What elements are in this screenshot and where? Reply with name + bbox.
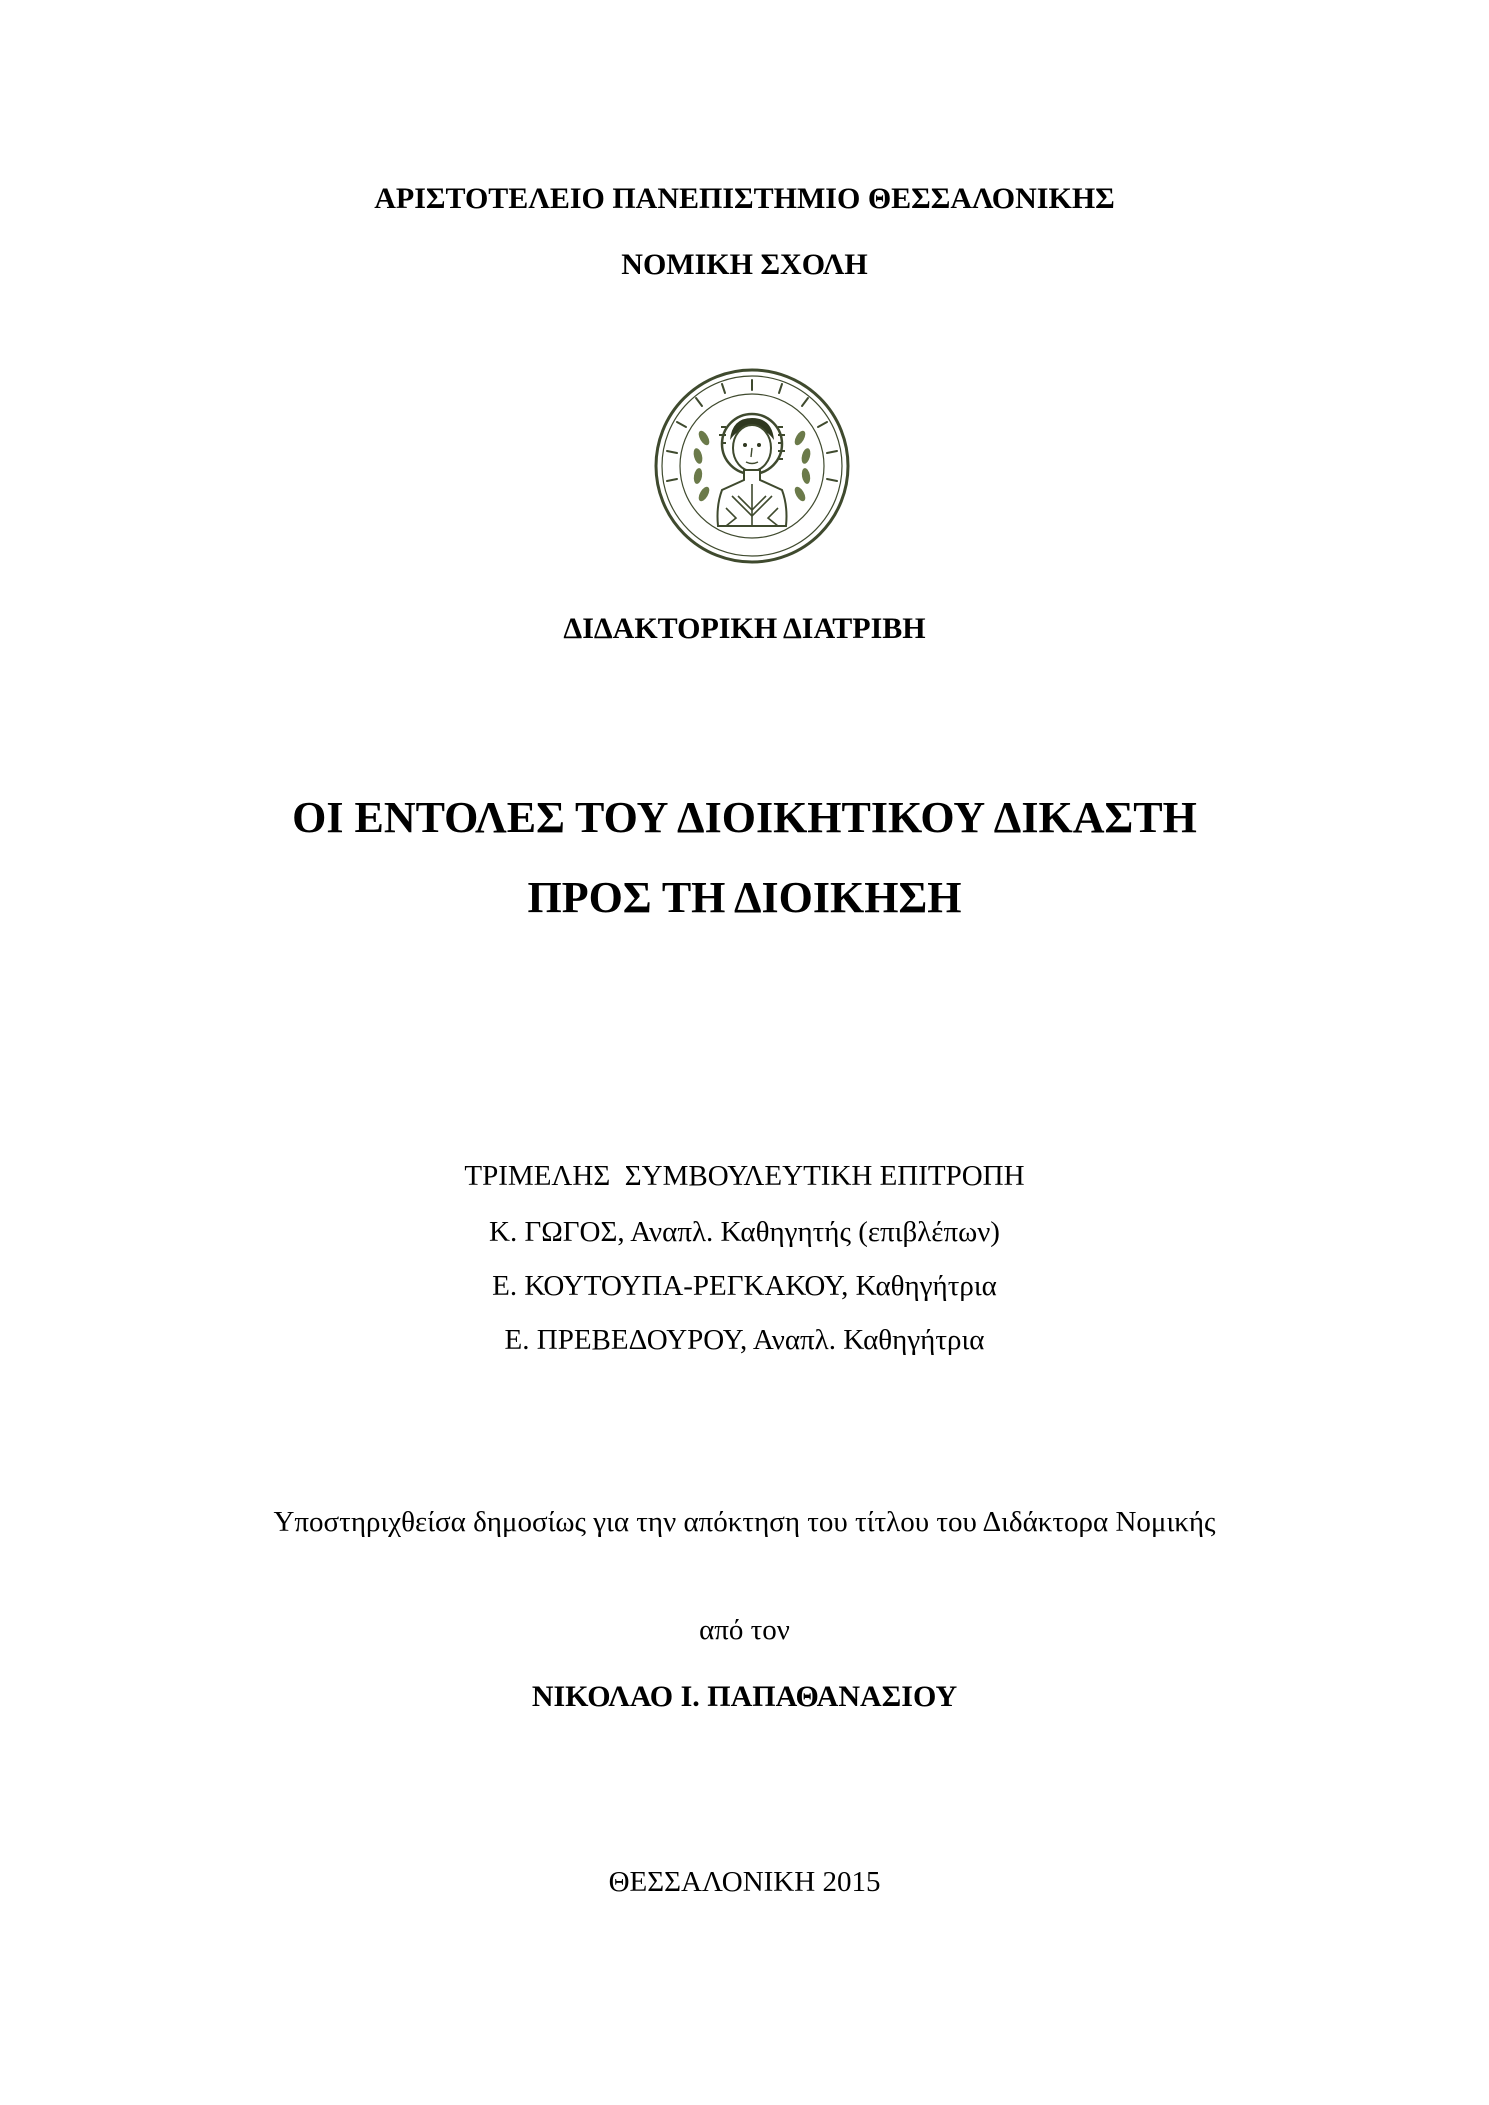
author-name: ΝΙΚΟΛΑΟ Ι. ΠΑΠΑΘΑΝΑΣΙΟΥ (531, 1680, 958, 1713)
committee-member: Κ. ΓΩΓΟΣ, Αναπλ. Καθηγητής (επιβλέπων) (489, 1216, 1000, 1248)
thesis-title-line-1: ΟΙ ΕΝΤΟΛΕΣ ΤΟΥ ΔΙΟΙΚΗΤΙΚΟΥ ΔΙΚΑΣΤΗ (292, 793, 1197, 842)
document-type: ΔΙΔΑΚΤΟΡΙΚΗ ΔΙΑΤΡΙΒΗ (563, 612, 926, 645)
submission-statement: Υποστηριχθείσα δημοσίως για την απόκτηση του τίτλου του Διδάκτορα Νομικής (273, 1506, 1216, 1538)
place-and-year: ΘΕΣΣΑΛΟΝΙΚΗ 2015 (608, 1866, 881, 1898)
committee-member: Ε. ΚΟΥΤΟΥΠΑ-ΡΕΓΚΑΚΟΥ, Καθηγήτρια (492, 1270, 997, 1302)
thesis-title-line-2: ΠΡΟΣ ΤΗ ΔΙΟΙΚΗΣΗ (527, 873, 962, 922)
committee-heading: ΤΡΙΜΕΛΗΣ ΣΥΜΒΟΥΛΕΥΤΙΚΗ ΕΠΙΤΡΟΠΗ (464, 1160, 1025, 1192)
university-name: ΑΡΙΣΤΟΤΕΛΕΙΟ ΠΑΝΕΠΙΣΤΗΜΙΟ ΘΕΣΣΑΛΟΝΙΚΗΣ (374, 182, 1115, 215)
university-seal-icon (652, 366, 852, 566)
school-name: ΝΟΜΙΚΗ ΣΧΟΛΗ (621, 248, 868, 281)
by-label: από τον (699, 1614, 790, 1646)
committee-member: Ε. ΠΡΕΒΕΔΟΥΡΟΥ, Αναπλ. Καθηγήτρια (504, 1324, 985, 1356)
